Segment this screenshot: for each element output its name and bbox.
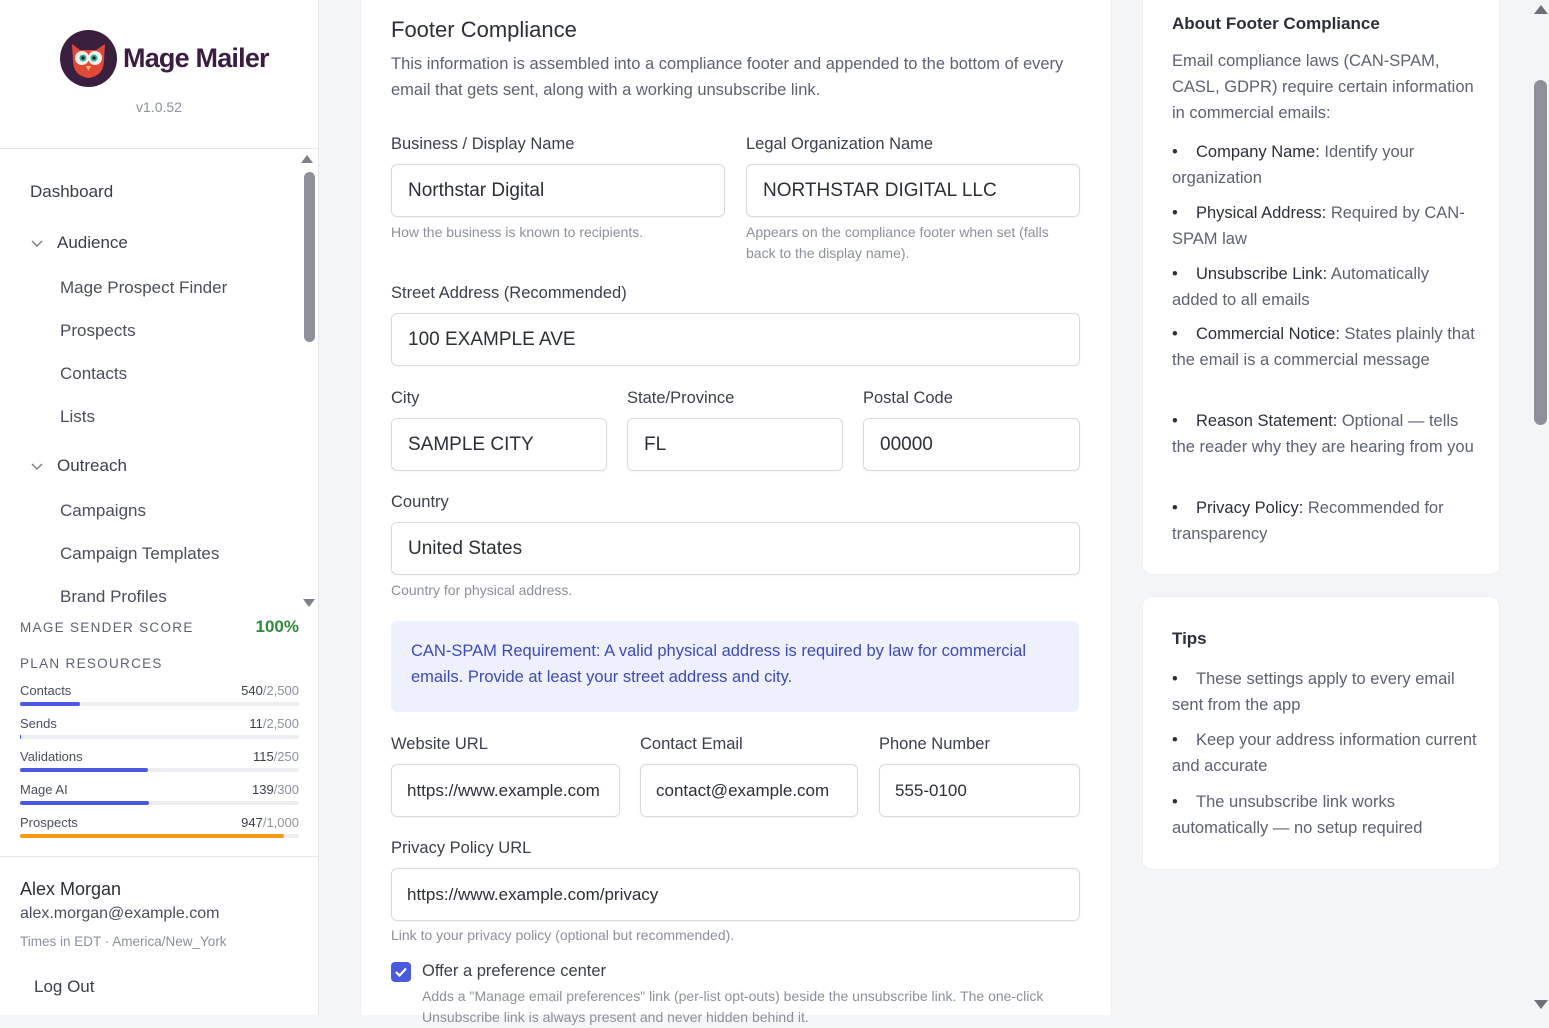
- resource-name: Prospects: [20, 815, 78, 830]
- privacy-policy-help: Link to your privacy policy (optional but recommended).: [391, 927, 735, 943]
- nav-group-label: Audience: [57, 233, 128, 252]
- sidebar-scroll-down[interactable]: [303, 599, 315, 607]
- page-title: Footer Compliance: [391, 17, 577, 42]
- contact-email-input[interactable]: contact@example.com: [640, 764, 858, 817]
- brand-header: [0, 0, 318, 149]
- nav-prospects[interactable]: Prospects: [60, 321, 136, 340]
- resource-progress-bar: [20, 768, 299, 772]
- about-item-key: Reason Statement:: [1196, 412, 1338, 430]
- resource-progress-fill: [20, 735, 21, 739]
- about-item: • Physical Address: Required by CAN-SPAM law: [1172, 204, 1465, 248]
- resource-sends: [20, 716, 299, 739]
- about-item: • Privacy Policy: Recommended for transparency: [1172, 499, 1444, 543]
- resource-progress-fill: [20, 768, 148, 772]
- resource-contacts: [20, 683, 299, 706]
- about-item-key: Physical Address:: [1196, 204, 1327, 222]
- about-item-text: Required by CAN-SPAM law: [1172, 204, 1465, 248]
- nav-lists[interactable]: Lists: [60, 407, 95, 426]
- logout-button[interactable]: Log Out: [34, 977, 95, 996]
- app-version: v1.0.52: [136, 99, 182, 115]
- sender-score-value: 100%: [255, 617, 299, 636]
- resource-name: Contacts: [20, 683, 72, 698]
- about-item-key: Commercial Notice:: [1196, 325, 1340, 343]
- tips-title: Tips: [1172, 629, 1207, 648]
- resource-progress-bar: [20, 702, 299, 706]
- about-item: • Unsubscribe Link: Automatically added to all emails: [1172, 265, 1429, 309]
- about-title: About Footer Compliance: [1172, 14, 1380, 33]
- resource-name: Sends: [20, 716, 57, 731]
- nav-campaigns[interactable]: Campaigns: [60, 501, 146, 520]
- resource-limit: /300: [273, 782, 299, 797]
- resource-limit: /1,000: [262, 815, 299, 830]
- privacy-policy-input[interactable]: https://www.example.com/privacy: [391, 868, 1080, 921]
- postal-code-label: Postal Code: [863, 389, 953, 407]
- state-input[interactable]: FL: [627, 418, 843, 471]
- resource-used: 139: [251, 782, 274, 797]
- contact-email-label: Contact Email: [640, 735, 743, 753]
- business-name-input[interactable]: Northstar Digital: [391, 164, 725, 217]
- phone-number-input[interactable]: 555-0100: [879, 764, 1080, 817]
- resource-limit: /250: [273, 749, 299, 764]
- resource-progress-fill: [20, 834, 284, 838]
- about-item-text: States plainly that the email is a commercial message: [1172, 325, 1475, 369]
- resource-progress-bar: [20, 735, 299, 739]
- about-item-text: Recommended for transparency: [1172, 499, 1444, 543]
- business-name-help: How the business is known to recipients.: [391, 224, 644, 240]
- tip-text: The unsubscribe link works automatically — no setup required: [1172, 793, 1423, 837]
- about-item-text: Identify your organization: [1172, 143, 1415, 187]
- nav-brand-profiles[interactable]: Brand Profiles: [60, 587, 167, 606]
- about-intro: Email compliance laws (CAN-SPAM, CASL, GDPR) require certain information in commercial emails:: [1172, 52, 1474, 122]
- window-scrollbar-thumb[interactable]: [1534, 80, 1547, 425]
- tip-text: These settings apply to every email sent from the app: [1172, 670, 1455, 714]
- about-item-text: Optional — tells the reader why they are hearing from you: [1172, 412, 1474, 456]
- preference-center-help: Adds a "Manage email preferences" link (per-list opt-outs) beside the unsubscribe link. The one-click Unsubscribe link is always present and never hidden behind it.: [422, 988, 1044, 1025]
- about-item: • Commercial Notice: States plainly that the email is a commercial message: [1172, 325, 1475, 369]
- nav-group-audience[interactable]: [30, 233, 128, 253]
- country-label: Country: [391, 493, 449, 511]
- about-item-key: Company Name:: [1196, 143, 1320, 161]
- resource-used: 540: [241, 683, 263, 698]
- business-name-label: Business / Display Name: [391, 135, 575, 153]
- user-panel: [0, 856, 319, 1015]
- user-name: Alex Morgan: [20, 879, 122, 899]
- phone-number-label: Phone Number: [879, 735, 990, 753]
- brand-logo[interactable]: [60, 30, 269, 87]
- sender-score-label: MAGE SENDER SCORE: [20, 619, 194, 635]
- sidebar: [0, 0, 319, 1015]
- resource-mage-ai: [20, 782, 299, 805]
- website-url-input[interactable]: https://www.example.com: [391, 764, 620, 817]
- page-description: This information is assembled into a compliance footer and appended to the bottom of every email that gets sent, along with a working unsubscribe link.: [391, 55, 1064, 99]
- preference-center-label[interactable]: Offer a preference center: [422, 962, 607, 980]
- resource-progress-fill: [20, 801, 149, 805]
- tip-item: • These settings apply to every email sent from the app: [1172, 670, 1455, 714]
- can-spam-notice: CAN-SPAM Requirement: A valid physical address is required by law for commercial emails. Provide at least your street address and city.: [391, 621, 1079, 712]
- chevron-down-icon: [30, 459, 44, 473]
- checkmark-icon: [394, 965, 408, 979]
- user-email: alex.morgan@example.com: [20, 905, 220, 922]
- window-scroll-up[interactable]: [1534, 5, 1548, 14]
- about-footer-compliance-card: [1142, 0, 1500, 575]
- tip-text: Keep your address information current and accurate: [1172, 731, 1477, 775]
- country-help: Country for physical address.: [391, 582, 573, 598]
- window-scroll-down[interactable]: [1534, 1000, 1548, 1009]
- legal-name-input[interactable]: NORTHSTAR DIGITAL LLC: [746, 164, 1080, 217]
- resource-name: Mage AI: [20, 782, 68, 797]
- website-url-label: Website URL: [391, 735, 488, 753]
- legal-name-label: Legal Organization Name: [746, 135, 934, 153]
- tip-item: • Keep your address information current and accurate: [1172, 731, 1477, 775]
- about-item-key: Unsubscribe Link:: [1196, 265, 1328, 283]
- sidebar-scroll-up[interactable]: [301, 155, 313, 163]
- resource-used: 11: [249, 716, 263, 731]
- resource-progress-fill: [20, 702, 80, 706]
- city-label: City: [391, 389, 420, 407]
- footer-compliance-form: [360, 0, 1112, 1025]
- resource-name: Validations: [20, 749, 83, 764]
- resource-progress-bar: [20, 834, 299, 838]
- sender-score: [20, 617, 299, 637]
- country-input[interactable]: United States: [391, 522, 1080, 575]
- resource-progress-bar: [20, 801, 299, 805]
- brand-name: Mage Mailer: [123, 43, 269, 73]
- nav-group-label: Outreach: [57, 456, 127, 475]
- about-item: • Company Name: Identify your organization: [1172, 143, 1415, 187]
- city-input[interactable]: SAMPLE CITY: [391, 418, 607, 471]
- postal-code-input[interactable]: 00000: [863, 418, 1080, 471]
- resource-used: 115: [252, 749, 274, 764]
- resource-limit: /2,500: [262, 716, 299, 731]
- tips-card: [1142, 596, 1500, 870]
- nav-dashboard[interactable]: Dashboard: [30, 182, 114, 201]
- about-item: • Reason Statement: Optional — tells the reader why they are hearing from you: [1172, 412, 1474, 456]
- plan-resources-label: PLAN RESOURCES: [20, 656, 163, 671]
- street-address-input[interactable]: 100 EXAMPLE AVE: [391, 313, 1080, 366]
- street-address-label: Street Address (Recommended): [391, 284, 627, 302]
- tip-item: • The unsubscribe link works automatically — no setup required: [1172, 793, 1423, 837]
- resource-used: 947: [241, 815, 263, 830]
- owl-logo-icon: [60, 30, 117, 87]
- preference-center-checkbox[interactable]: [391, 962, 411, 982]
- nav-campaign-templates[interactable]: Campaign Templates: [60, 544, 220, 563]
- nav-group-outreach[interactable]: [30, 456, 127, 476]
- sidebar-scrollbar-thumb[interactable]: [304, 172, 315, 342]
- legal-name-help: Appears on the compliance footer when set (falls back to the display name).: [746, 224, 1049, 261]
- user-timezone: Times in EDT · America/New_York: [20, 934, 227, 949]
- nav-contacts[interactable]: Contacts: [60, 364, 128, 383]
- nav-mage-prospect-finder[interactable]: Mage Prospect Finder: [60, 278, 228, 297]
- resource-validations: [20, 749, 299, 772]
- about-item-key: Privacy Policy:: [1196, 499, 1304, 517]
- privacy-policy-label: Privacy Policy URL: [391, 839, 532, 857]
- state-label: State/Province: [627, 389, 735, 407]
- about-item-text: Automatically added to all emails: [1172, 265, 1429, 309]
- resource-limit: /2,500: [262, 683, 299, 698]
- chevron-down-icon: [30, 236, 44, 250]
- resource-prospects: [20, 815, 299, 838]
